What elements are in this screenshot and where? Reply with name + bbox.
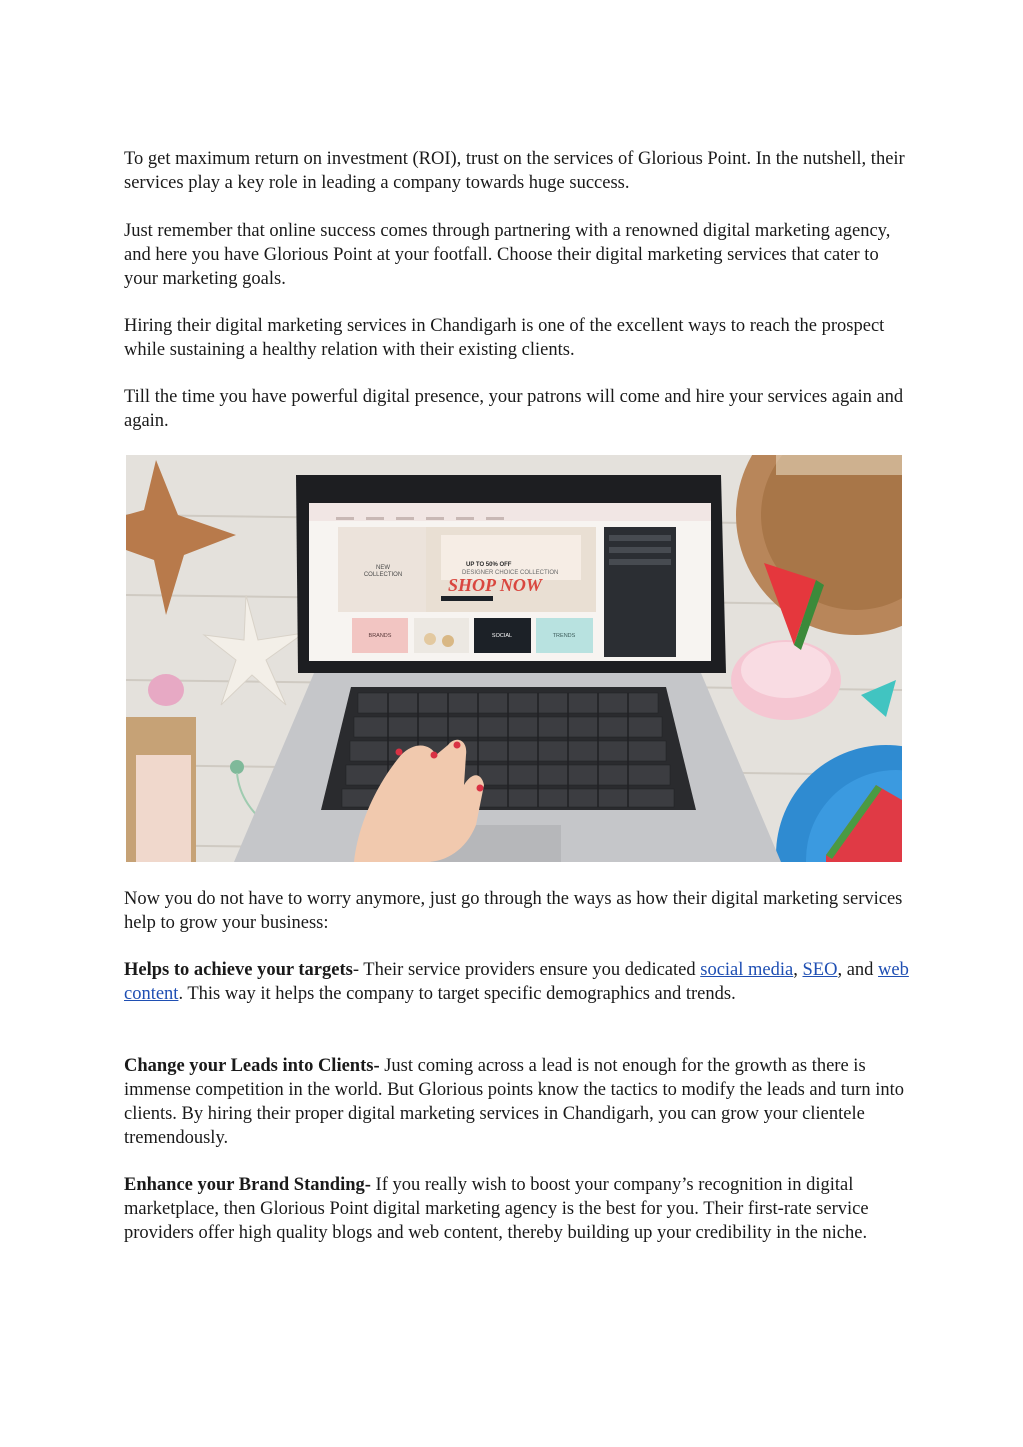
- targets-text-a: - Their service providers ensure you dedicated: [352, 960, 701, 980]
- web-content-link[interactable]: web content: [124, 960, 909, 1004]
- screen-designer-label: DESIGNER CHOICE COLLECTION: [462, 570, 559, 576]
- paragraph-roi: To get maximum return on investment (ROI), trust on the services of Glorious Point. In the nutshell, their services play a key role in leading a company towards huge success.: [124, 149, 905, 193]
- paragraph-brand: [124, 1173, 909, 1245]
- paragraph-digital-presence: Till the time you have powerful digital presence, your patrons will come and hire your services again and again.: [124, 387, 904, 431]
- screen-collection-label: COLLECTION: [363, 572, 403, 578]
- screen-promo-label: UP TO 50% OFF: [466, 562, 512, 568]
- earphones-icon: [230, 760, 244, 774]
- screen-new-label: NEW: [376, 565, 390, 571]
- shell-icon: [148, 674, 184, 706]
- targets-text-b: . This way it helps the company to target specific demographics and trends.: [178, 984, 736, 1004]
- paragraph-hiring: Hiring their digital marketing services in Chandigarh is one of the excellent ways to reach the prospect while sustaining a healthy relation with their existing clients.: [124, 316, 885, 360]
- social-media-link[interactable]: social media: [700, 960, 794, 980]
- leads-text: Just coming across a lead is not enough for the growth as there is immense competition in the world. But Glorious points know the tactics to modify the leads and turn into clients. By hiring their proper digital marketing services in Chandigarh, you can grow your clientele tremendously.: [124, 1056, 904, 1148]
- brand-heading: Enhance your Brand Standing-: [124, 1175, 371, 1195]
- paragraph-ways-intro: Now you do not have to worry anymore, just go through the ways as how their digital marketing services help to grow your business:: [124, 889, 903, 933]
- screen-social-label: SOCIAL: [491, 633, 513, 639]
- targets-comma: ,: [793, 960, 798, 980]
- paragraph-online-success: Just remember that online success comes through partnering with a renowned digital marketing agency, and here you have Glorious Point at your footfall. Choose their digital marketing services that cater to your marketing goals.: [124, 221, 891, 289]
- screen-trends-label: TRENDS: [552, 633, 576, 639]
- leads-heading: Change your Leads into Clients-: [124, 1056, 380, 1076]
- seo-link[interactable]: SEO: [802, 960, 838, 980]
- laptop-photo: [126, 455, 902, 862]
- targets-and: , and: [837, 960, 879, 980]
- screen-brands-label: BRANDS: [368, 633, 392, 639]
- paragraph-targets: [124, 958, 909, 1006]
- targets-heading: Helps to achieve your targets: [124, 960, 353, 980]
- screen-shop-now-label: SHOP NOW: [448, 575, 542, 595]
- brand-text: If you really wish to boost your company’s recognition in digital marketplace, then Glorious Point digital marketing agency is the best for you. Their first-rate service providers offer high quality blogs and web content, thereby building up your credibility in the niche.: [124, 1175, 869, 1243]
- paragraph-leads: [124, 1054, 909, 1150]
